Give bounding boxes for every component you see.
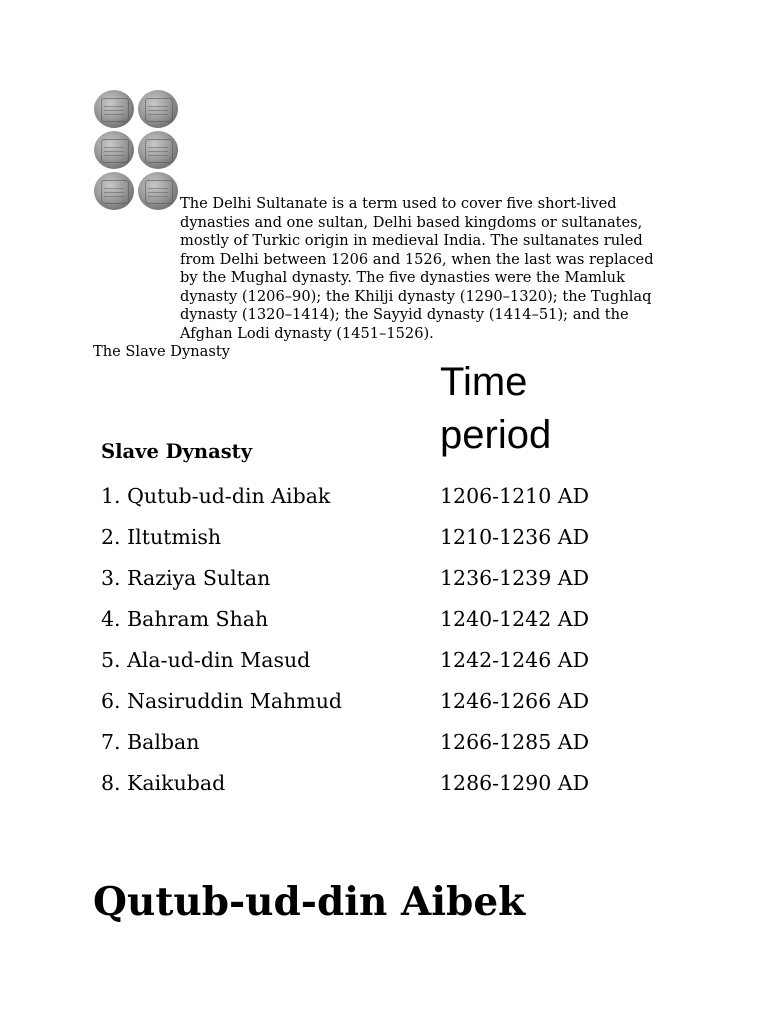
time-period-header (440, 356, 551, 462)
ruler-period: 1286-1290 AD (440, 771, 590, 795)
intro-paragraph (93, 195, 663, 362)
table-row (101, 645, 589, 686)
coin-image (138, 90, 178, 128)
ruler-name: 7. Balban (101, 730, 200, 754)
table-row (101, 522, 589, 563)
ruler-name: 8. Kaikubad (101, 771, 226, 795)
table-row (101, 563, 589, 604)
ruler-period: 1266-1285 AD (440, 730, 590, 754)
ruler-name: 6. Nasiruddin Mahmud (101, 689, 343, 713)
table-row (101, 768, 589, 809)
time-period-header-line1: Time (440, 360, 528, 404)
coins-image (94, 90, 180, 212)
ruler-period: 1246-1266 AD (440, 689, 590, 713)
coin-image (94, 90, 134, 128)
ruler-period: 1206-1210 AD (440, 484, 590, 508)
table-row (101, 604, 589, 645)
ruler-name: 2. Iltutmish (101, 525, 222, 549)
table-row (101, 686, 589, 727)
table-row (101, 481, 589, 522)
section-heading: Qutub-ud-din Aibek (93, 879, 526, 925)
coin-image (138, 131, 178, 169)
ruler-name: 5. Ala-ud-din Masud (101, 648, 311, 672)
intro-text: The Delhi Sultanate is a term used to cover five short-lived dynasties and one sultan, Delhi based kingdoms or sultanates, mostly of Turkic origin in medieval India. The sultanates ruled from Delhi between 1206 and 1526, when the last was replaced by the Mughal dynasty. The five dynasties were the Mamluk dynasty (1206–90); the Khilji dynasty (1290–1320); the Tughlaq dynasty (1320–1414); the Sayyid dynasty (1414–51); and the Afghan Lodi dynasty (1451–1526). (180, 195, 654, 342)
ruler-period: 1240-1242 AD (440, 607, 590, 631)
time-period-header-line2: period (440, 413, 552, 457)
ruler-period: 1236-1239 AD (440, 566, 590, 590)
coin-image (94, 131, 134, 169)
intro-subtitle: The Slave Dynasty (93, 343, 230, 360)
ruler-name: 4. Bahram Shah (101, 607, 269, 631)
ruler-name: 1. Qutub-ud-din Aibak (101, 484, 331, 508)
dynasty-column-header: Slave Dynasty (101, 440, 253, 463)
ruler-period: 1242-1246 AD (440, 648, 590, 672)
ruler-period: 1210-1236 AD (440, 525, 590, 549)
ruler-table (101, 481, 589, 809)
ruler-name: 3. Raziya Sultan (101, 566, 271, 590)
table-row (101, 727, 589, 768)
